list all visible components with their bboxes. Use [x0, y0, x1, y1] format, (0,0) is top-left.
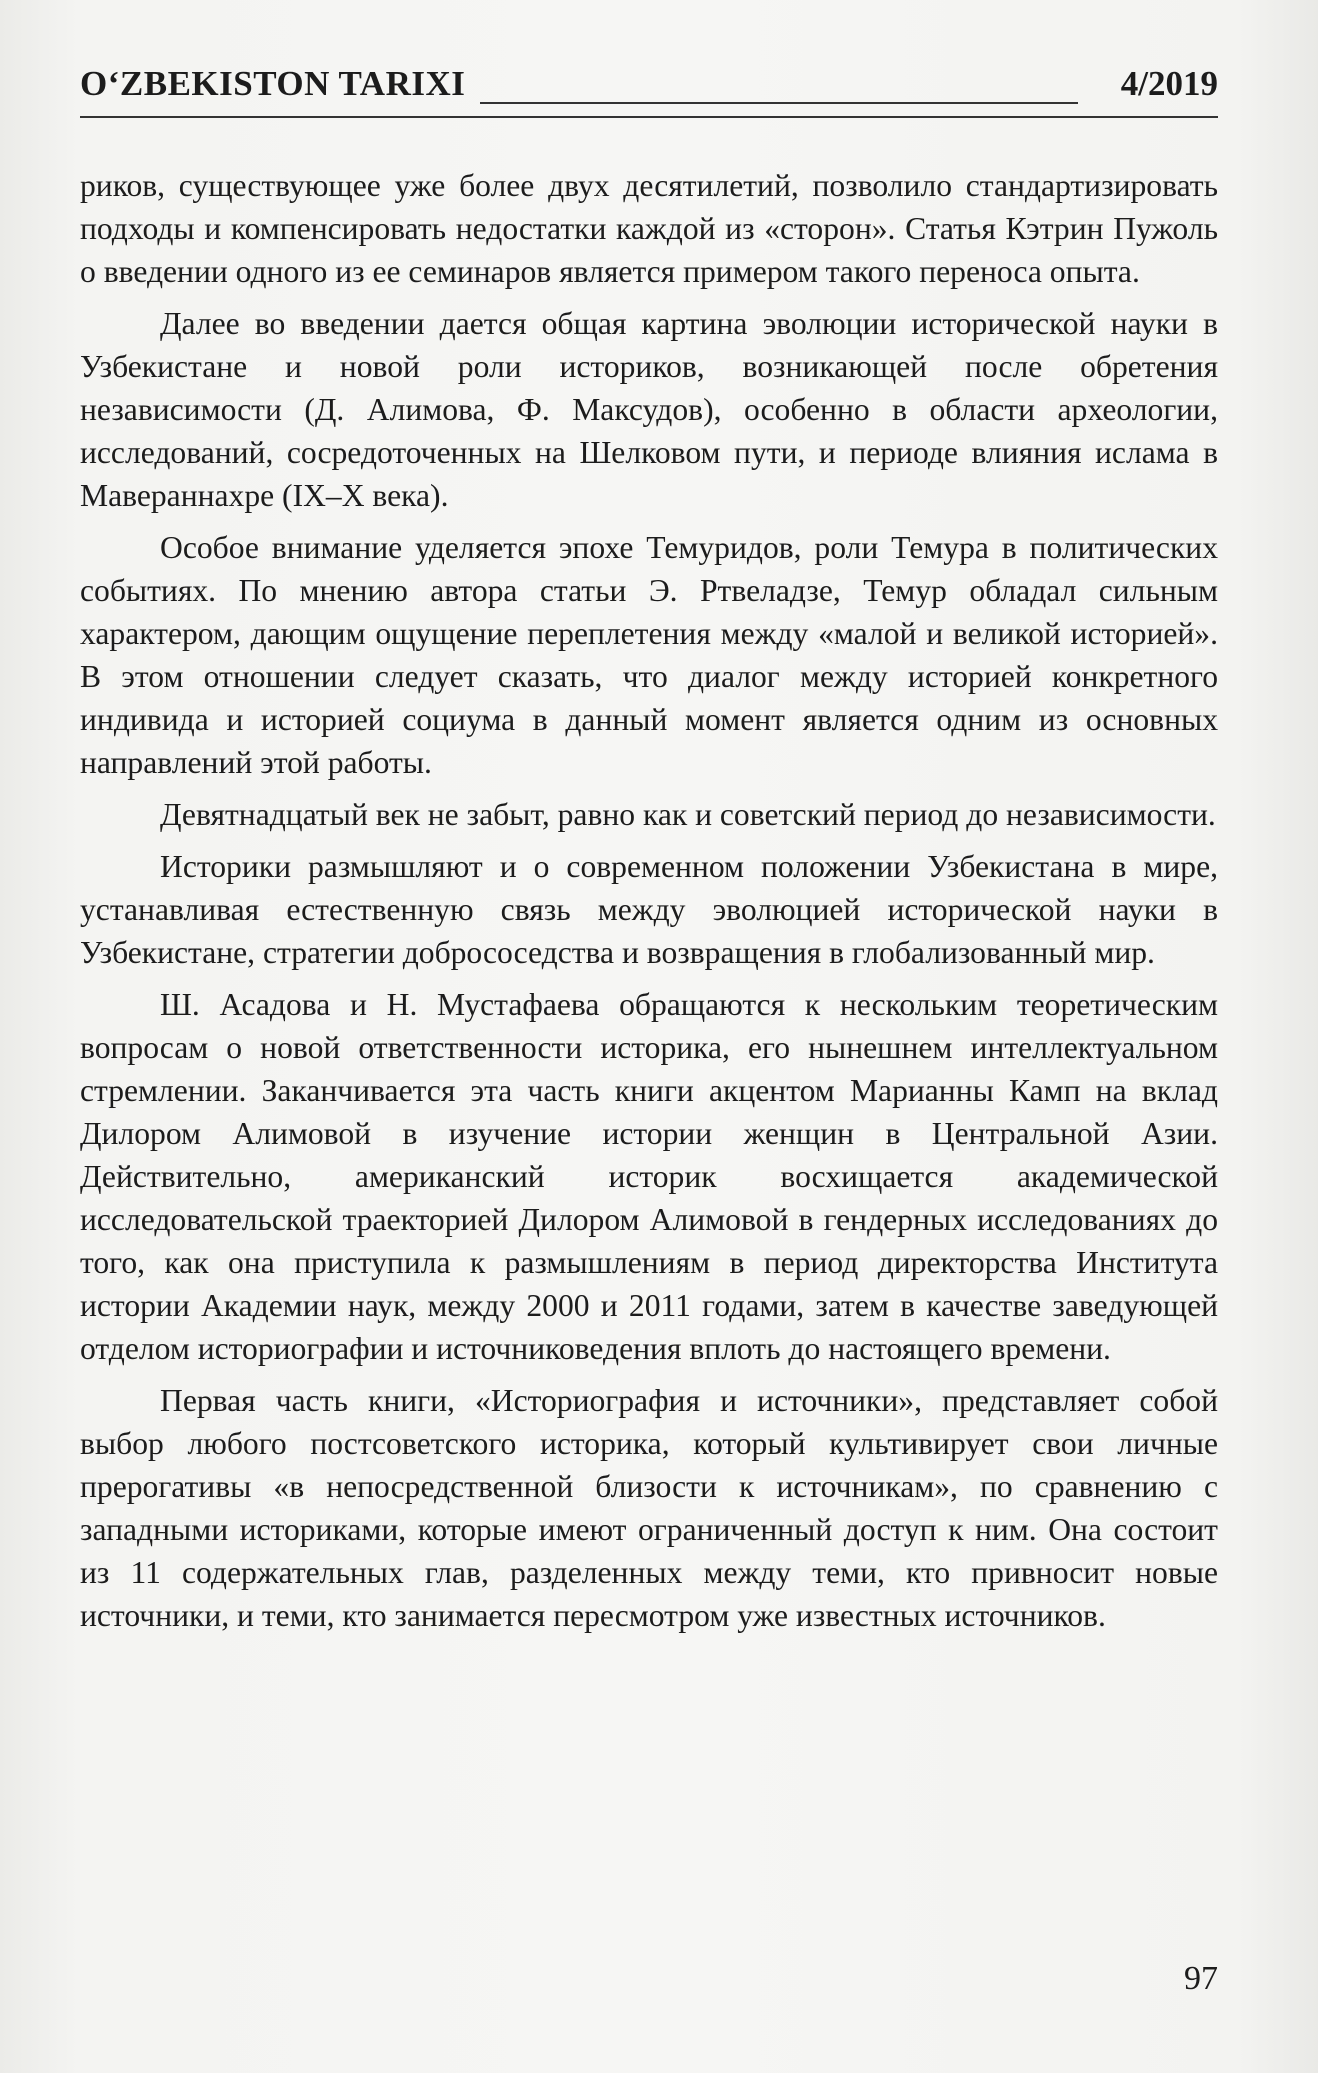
- journal-title: O‘ZBEKISTON TARIXI: [80, 64, 466, 103]
- paragraph: Далее во введении дается общая картина эволюции исторической науки в Узбекистане и новой роли историков, возникающей после обретения независимости (Д. Алимова, Ф. Максудов), особенно в области археологии, исследований, сосредоточенных на Шелковом пути, и периоде влияния ислама в Мавераннахре (IX–X века).: [80, 306, 1218, 513]
- issue-number: 4/2019: [1120, 64, 1218, 103]
- body-text: [80, 164, 1218, 1646]
- header-rule: [480, 102, 1078, 104]
- paragraph: Девятнадцатый век не забыт, равно как и советский период до независимости.: [160, 797, 1216, 832]
- page-number: 97: [1184, 1960, 1218, 1997]
- header-underline: [80, 116, 1218, 118]
- paragraph: Первая часть книги, «Историография и источники», представляет собой выбор любого постсоветского историка, который культивирует свои личные прерогативы «в непосредственной близости к источникам», по сравнению с западными историками, которые имеют ограниченный доступ к ним. Она состоит из 11 содержательных глав, разделенных между теми, кто привносит новые источники, и теми, кто занимается пересмотром уже известных источников.: [80, 1383, 1218, 1633]
- paragraph: Особое внимание уделяется эпохе Темуридов, роли Темура в политических событиях. По мнению автора статьи Э. Ртвеладзе, Темур обладал сильным характером, дающим ощущение переплетения между «малой и великой историей». В этом отношении следует сказать, что диалог между историей конкретного индивида и историей социума в данный момент является одним из основных направлений этой работы.: [80, 530, 1218, 780]
- paragraph: Историки размышляют и о современном положении Узбекистана в мире, устанавливая естественную связь между эволюцией исторической науки в Узбекистане, стратегии добрососедства и возвращения в глобализованный мир.: [80, 849, 1218, 970]
- running-header: [80, 60, 1218, 116]
- paragraph: риков, существующее уже более двух десятилетий, позволило стандартизировать подходы и компенсировать недостатки каждой из «сторон». Статья Кэтрин Пужоль о введении одного из ее семинаров является примером такого переноса опыта.: [80, 168, 1218, 289]
- paragraph: Ш. Асадова и Н. Мустафаева обращаются к нескольким теоретическим вопросам о новой ответственности историка, его нынешнем интеллектуальном стремлении. Заканчивается эта часть книги акцентом Марианны Камп на вклад Дилором Алимовой в изучение истории женщин в Центральной Азии. Действительно, американский историк восхищается академической исследовательской траекторией Дилором Алимовой в гендерных исследованиях до того, как она приступила к размышлениям в период директорства Института истории Академии наук, между 2000 и 2011 годами, затем в качестве заведующей отделом историографии и источниковедения вплоть до настоящего времени.: [80, 987, 1218, 1366]
